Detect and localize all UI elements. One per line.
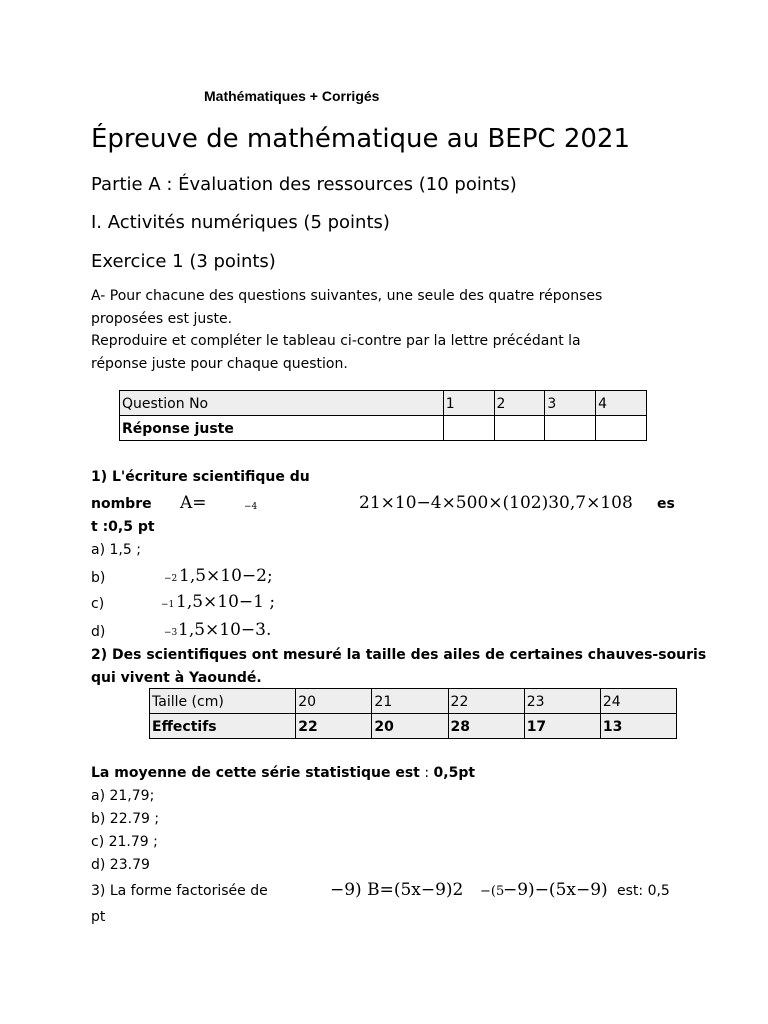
q1-option-c-fragment: −1: [161, 600, 175, 610]
q1-option-b-fragment: −2: [164, 574, 178, 584]
table-cell: 2: [494, 391, 545, 416]
q1-es: es: [657, 496, 675, 512]
q1-nombre: nombre: [91, 496, 152, 512]
table-cell: [494, 416, 545, 441]
q1-points: t :0,5 pt: [91, 519, 155, 535]
exercise-heading: Exercice 1 (3 points): [91, 251, 276, 272]
table-cell: Taille (cm): [150, 689, 296, 714]
q2-option-b: b) 22.79 ;: [91, 811, 160, 827]
answer-table: [119, 390, 647, 441]
instructions-line: Reproduire et compléter le tableau ci-contre par la lettre précédant la: [91, 333, 581, 349]
table-cell: 21: [372, 689, 448, 714]
instructions-line: A- Pour chacune des questions suivantes, une seule des quatre réponses: [91, 288, 603, 304]
section-heading: I. Activités numériques (5 points): [91, 212, 390, 233]
q1-expression: 21×10−4×500×(102)30,7×108: [359, 493, 633, 513]
table-cell: 13: [600, 714, 676, 739]
table-row: [120, 391, 647, 416]
q1-option-d-label: d): [91, 624, 106, 640]
table-cell: Réponse juste: [120, 416, 444, 441]
table-cell: [443, 416, 494, 441]
table-cell: 20: [372, 714, 448, 739]
table-cell: 17: [524, 714, 600, 739]
table-row: [120, 416, 647, 441]
instructions: [91, 285, 691, 375]
q2-option-d: d) 23.79: [91, 857, 150, 873]
table-cell: 22: [296, 714, 372, 739]
q2-line2: qui vivent à Yaoundé.: [91, 670, 262, 686]
q1-line1: 1) L'écriture scientifique du: [91, 469, 310, 485]
q3-expression-2: −(5: [480, 884, 505, 899]
table-cell: Effectifs: [150, 714, 296, 739]
q2-option-a: a) 21,79;: [91, 788, 155, 804]
q2-line1: 2) Des scientifiques ont mesuré la taille des ailes de certaines chauves-souris: [91, 647, 707, 663]
table-cell: 3: [545, 391, 596, 416]
table-cell: 24: [600, 689, 676, 714]
q3-points: est: 0,5: [617, 883, 670, 899]
q2-question-text: La moyenne de cette série statistique est: [91, 765, 420, 781]
table-row: [150, 714, 677, 739]
table-cell: 28: [448, 714, 524, 739]
part-a-heading: Partie A : Évaluation des ressources (10 points): [91, 174, 517, 195]
q1-option-d: 1,5×10−3.: [178, 620, 272, 640]
table-cell: [596, 416, 647, 441]
q1-option-d-fragment: −3: [164, 628, 178, 638]
q1-option-c: 1,5×10−1 ;: [176, 592, 276, 612]
q3-expression-1: −9) B=(5x−9)2: [330, 880, 464, 900]
q3-pt: pt: [91, 909, 106, 925]
instructions-line: réponse juste pour chaque question.: [91, 355, 348, 372]
table-cell: 23: [524, 689, 600, 714]
table-row: [150, 689, 677, 714]
document-header: Mathématiques + Corrigés: [204, 88, 380, 104]
q1-exponent-fragment: −4: [244, 502, 258, 512]
table-cell: 22: [448, 689, 524, 714]
table-cell: 4: [596, 391, 647, 416]
table-cell: Question No: [120, 391, 444, 416]
q2-question-colon: :: [419, 765, 434, 781]
instructions-line: proposées est juste.: [91, 310, 233, 327]
q1-option-a: a) 1,5 ;: [91, 542, 141, 558]
q1-option-c-label: c): [91, 596, 105, 612]
q1-option-b: 1,5×10−2;: [179, 566, 273, 586]
q2-question: [91, 765, 475, 781]
q1-option-b-label: b): [91, 570, 106, 586]
table-cell: 1: [443, 391, 494, 416]
q3-expression-3: −9)−(5x−9): [503, 880, 608, 900]
stats-table: [149, 688, 677, 739]
table-cell: [545, 416, 596, 441]
q2-option-c: c) 21.79 ;: [91, 834, 158, 850]
q2-question-points: 0,5pt: [433, 765, 476, 781]
q3-text: 3) La forme factorisée de: [91, 883, 268, 899]
page-title: Épreuve de mathématique au BEPC 2021: [91, 124, 630, 154]
table-cell: 20: [296, 689, 372, 714]
q1-a-equals: A=: [180, 493, 207, 513]
